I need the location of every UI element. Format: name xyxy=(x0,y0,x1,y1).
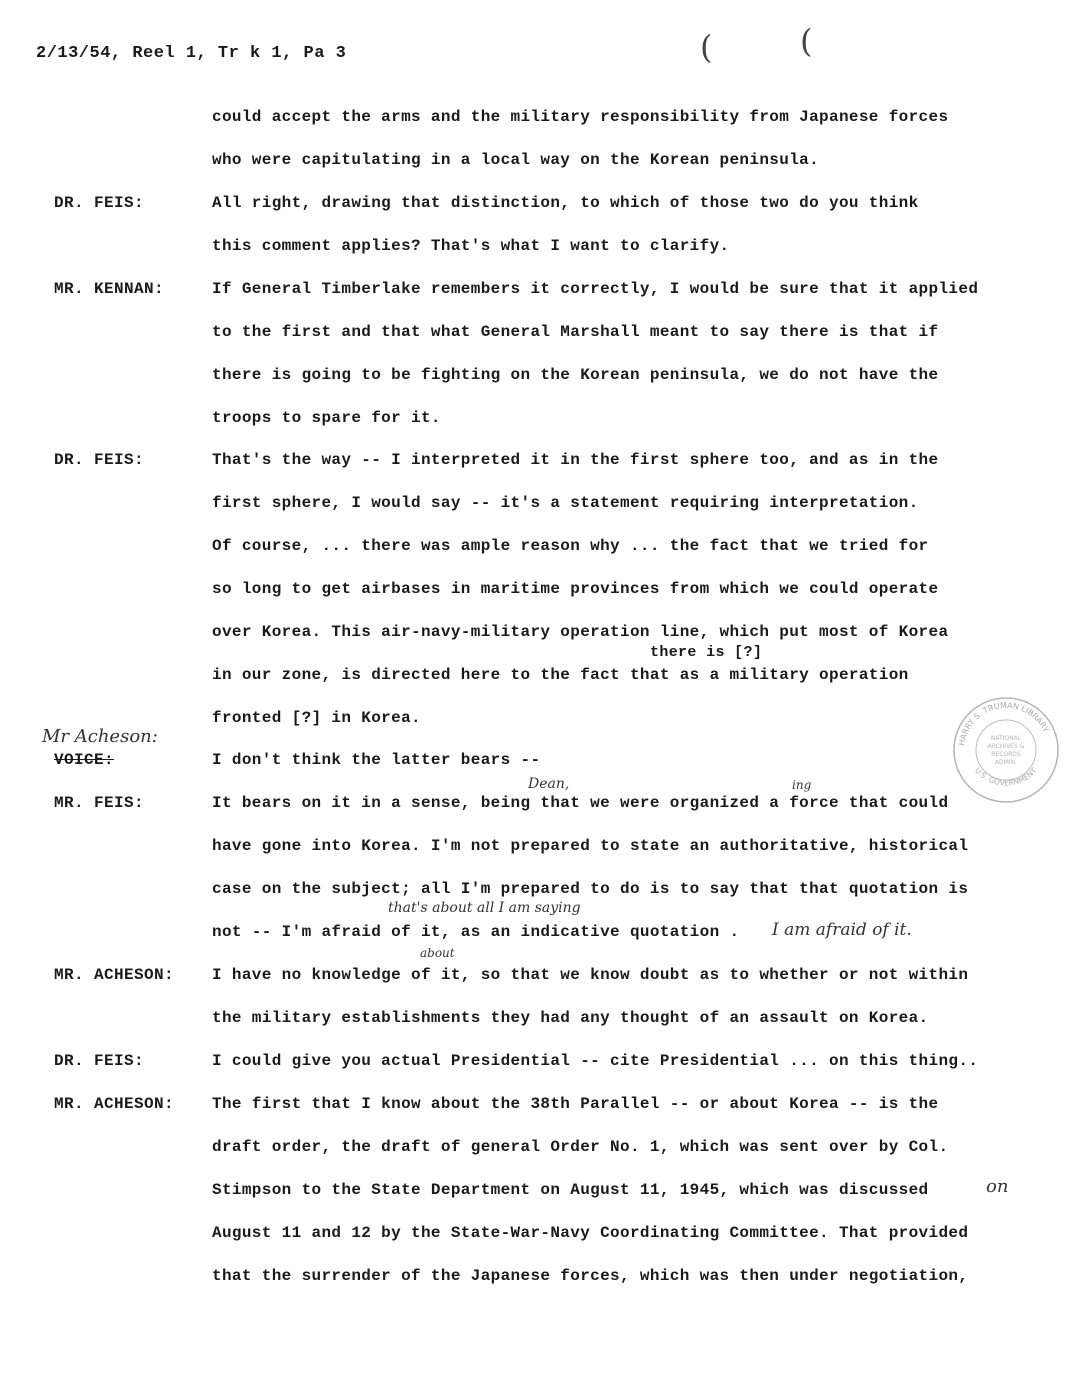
stamp-arc-text: HARRY S. TRUMAN LIBRARY xyxy=(957,700,1051,747)
transcript-line: I could give you actual Presidential -- cite Presidential ... on this thing.. xyxy=(212,1052,979,1070)
transcript-line: I don't think the latter bears -- xyxy=(212,751,541,769)
stamp-bottom-text: U.S. GOVERNMENT xyxy=(973,765,1039,788)
transcript-line: August 11 and 12 by the State-War-Navy Coordinating Committee. That provided xyxy=(212,1224,969,1242)
transcript-line: If General Timberlake remembers it correctly, I would be sure that it applied xyxy=(212,280,979,298)
handwritten-insert-ing: ing xyxy=(792,778,812,792)
stamp-center-text: NATIONAL xyxy=(990,735,1022,742)
stamp-center-text: ADMIN. xyxy=(994,759,1018,766)
transcript-line: Of course, ... there was ample reason why ... the fact that we tried for xyxy=(212,537,929,555)
transcript-line: Stimpson to the State Department on August 11, 1945, which was discussed xyxy=(212,1181,929,1199)
speaker-label: MR. FEIS: xyxy=(54,794,145,812)
speaker-label: DR. FEIS: xyxy=(54,194,145,212)
transcript-line: there is going to be fighting on the Korean peninsula, we do not have the xyxy=(212,366,939,384)
transcript-line: That's the way -- I interpreted it in the first sphere too, and as in the xyxy=(212,451,939,469)
transcript-line: over Korea. This air-navy-military operation line, which put most of Korea xyxy=(212,623,949,641)
transcript-line: who were capitulating in a local way on the Korean peninsula. xyxy=(212,151,820,169)
transcript-line: It bears on it in a sense, being that we were organized a force that could xyxy=(212,794,949,812)
transcript-line: the military establishments they had any thought of an assault on Korea. xyxy=(212,1009,929,1027)
margin-mark: ( xyxy=(700,28,713,66)
page-header: 2/13/54, Reel 1, Tr k 1, Pa 3 xyxy=(36,44,347,63)
transcript-line: case on the subject; all I'm prepared to do is to say that that quotation is xyxy=(212,880,969,898)
transcript-line: troops to spare for it. xyxy=(212,409,441,427)
transcript-line: have gone into Korea. I'm not prepared to state an authoritative, historical xyxy=(212,837,969,855)
library-stamp xyxy=(946,688,1066,808)
handwritten-insert-dean: Dean, xyxy=(528,776,570,792)
transcript-line: to the first and that what General Marshall meant to say there is that if xyxy=(212,323,939,341)
handwritten-insert-thats-about: that's about all I am saying xyxy=(388,900,581,916)
insertion-there-is: there is [?] xyxy=(650,644,763,661)
speaker-label: MR. KENNAN: xyxy=(54,280,165,298)
transcript-line: first sphere, I would say -- it's a statement requiring interpretation. xyxy=(212,494,919,512)
transcript-line: fronted [?] in Korea. xyxy=(212,709,421,727)
transcript-line: that the surrender of the Japanese forces, which was then under negotiation, xyxy=(212,1267,969,1285)
stamp-center-text: ARCHIVES & xyxy=(987,743,1025,750)
transcript-line: could accept the arms and the military responsibility from Japanese forces xyxy=(212,108,949,126)
speaker-label: DR. FEIS: xyxy=(54,451,145,469)
stamp-center-text: RECORDS xyxy=(991,751,1021,758)
speaker-label: MR. ACHESON: xyxy=(54,966,175,984)
transcript-line: not -- I'm afraid of it, as an indicative quotation . xyxy=(212,923,740,941)
handwritten-insert-on: on xyxy=(986,1176,1009,1197)
speaker-label: MR. ACHESON: xyxy=(54,1095,175,1113)
transcript-line: in our zone, is directed here to the fact that as a military operation xyxy=(212,666,909,684)
transcript-line: this comment applies? That's what I want to clarify. xyxy=(212,237,730,255)
transcript-line: draft order, the draft of general Order No. 1, which was sent over by Col. xyxy=(212,1138,949,1156)
handwritten-speaker: Mr Acheson: xyxy=(42,726,158,747)
handwritten-insert-afraid: I am afraid of it. xyxy=(772,920,912,940)
handwritten-insert-about: about xyxy=(420,946,455,960)
transcript-line: so long to get airbases in maritime provinces from which we could operate xyxy=(212,580,939,598)
transcript-line: All right, drawing that distinction, to which of those two do you think xyxy=(212,194,919,212)
transcript-line: I have no knowledge of it, so that we know doubt as to whether or not within xyxy=(212,966,969,984)
transcript-line: The first that I know about the 38th Parallel -- or about Korea -- is the xyxy=(212,1095,939,1113)
speaker-label-struck: VOICE: xyxy=(54,751,115,769)
margin-mark: ( xyxy=(800,22,813,60)
speaker-label: DR. FEIS: xyxy=(54,1052,145,1070)
